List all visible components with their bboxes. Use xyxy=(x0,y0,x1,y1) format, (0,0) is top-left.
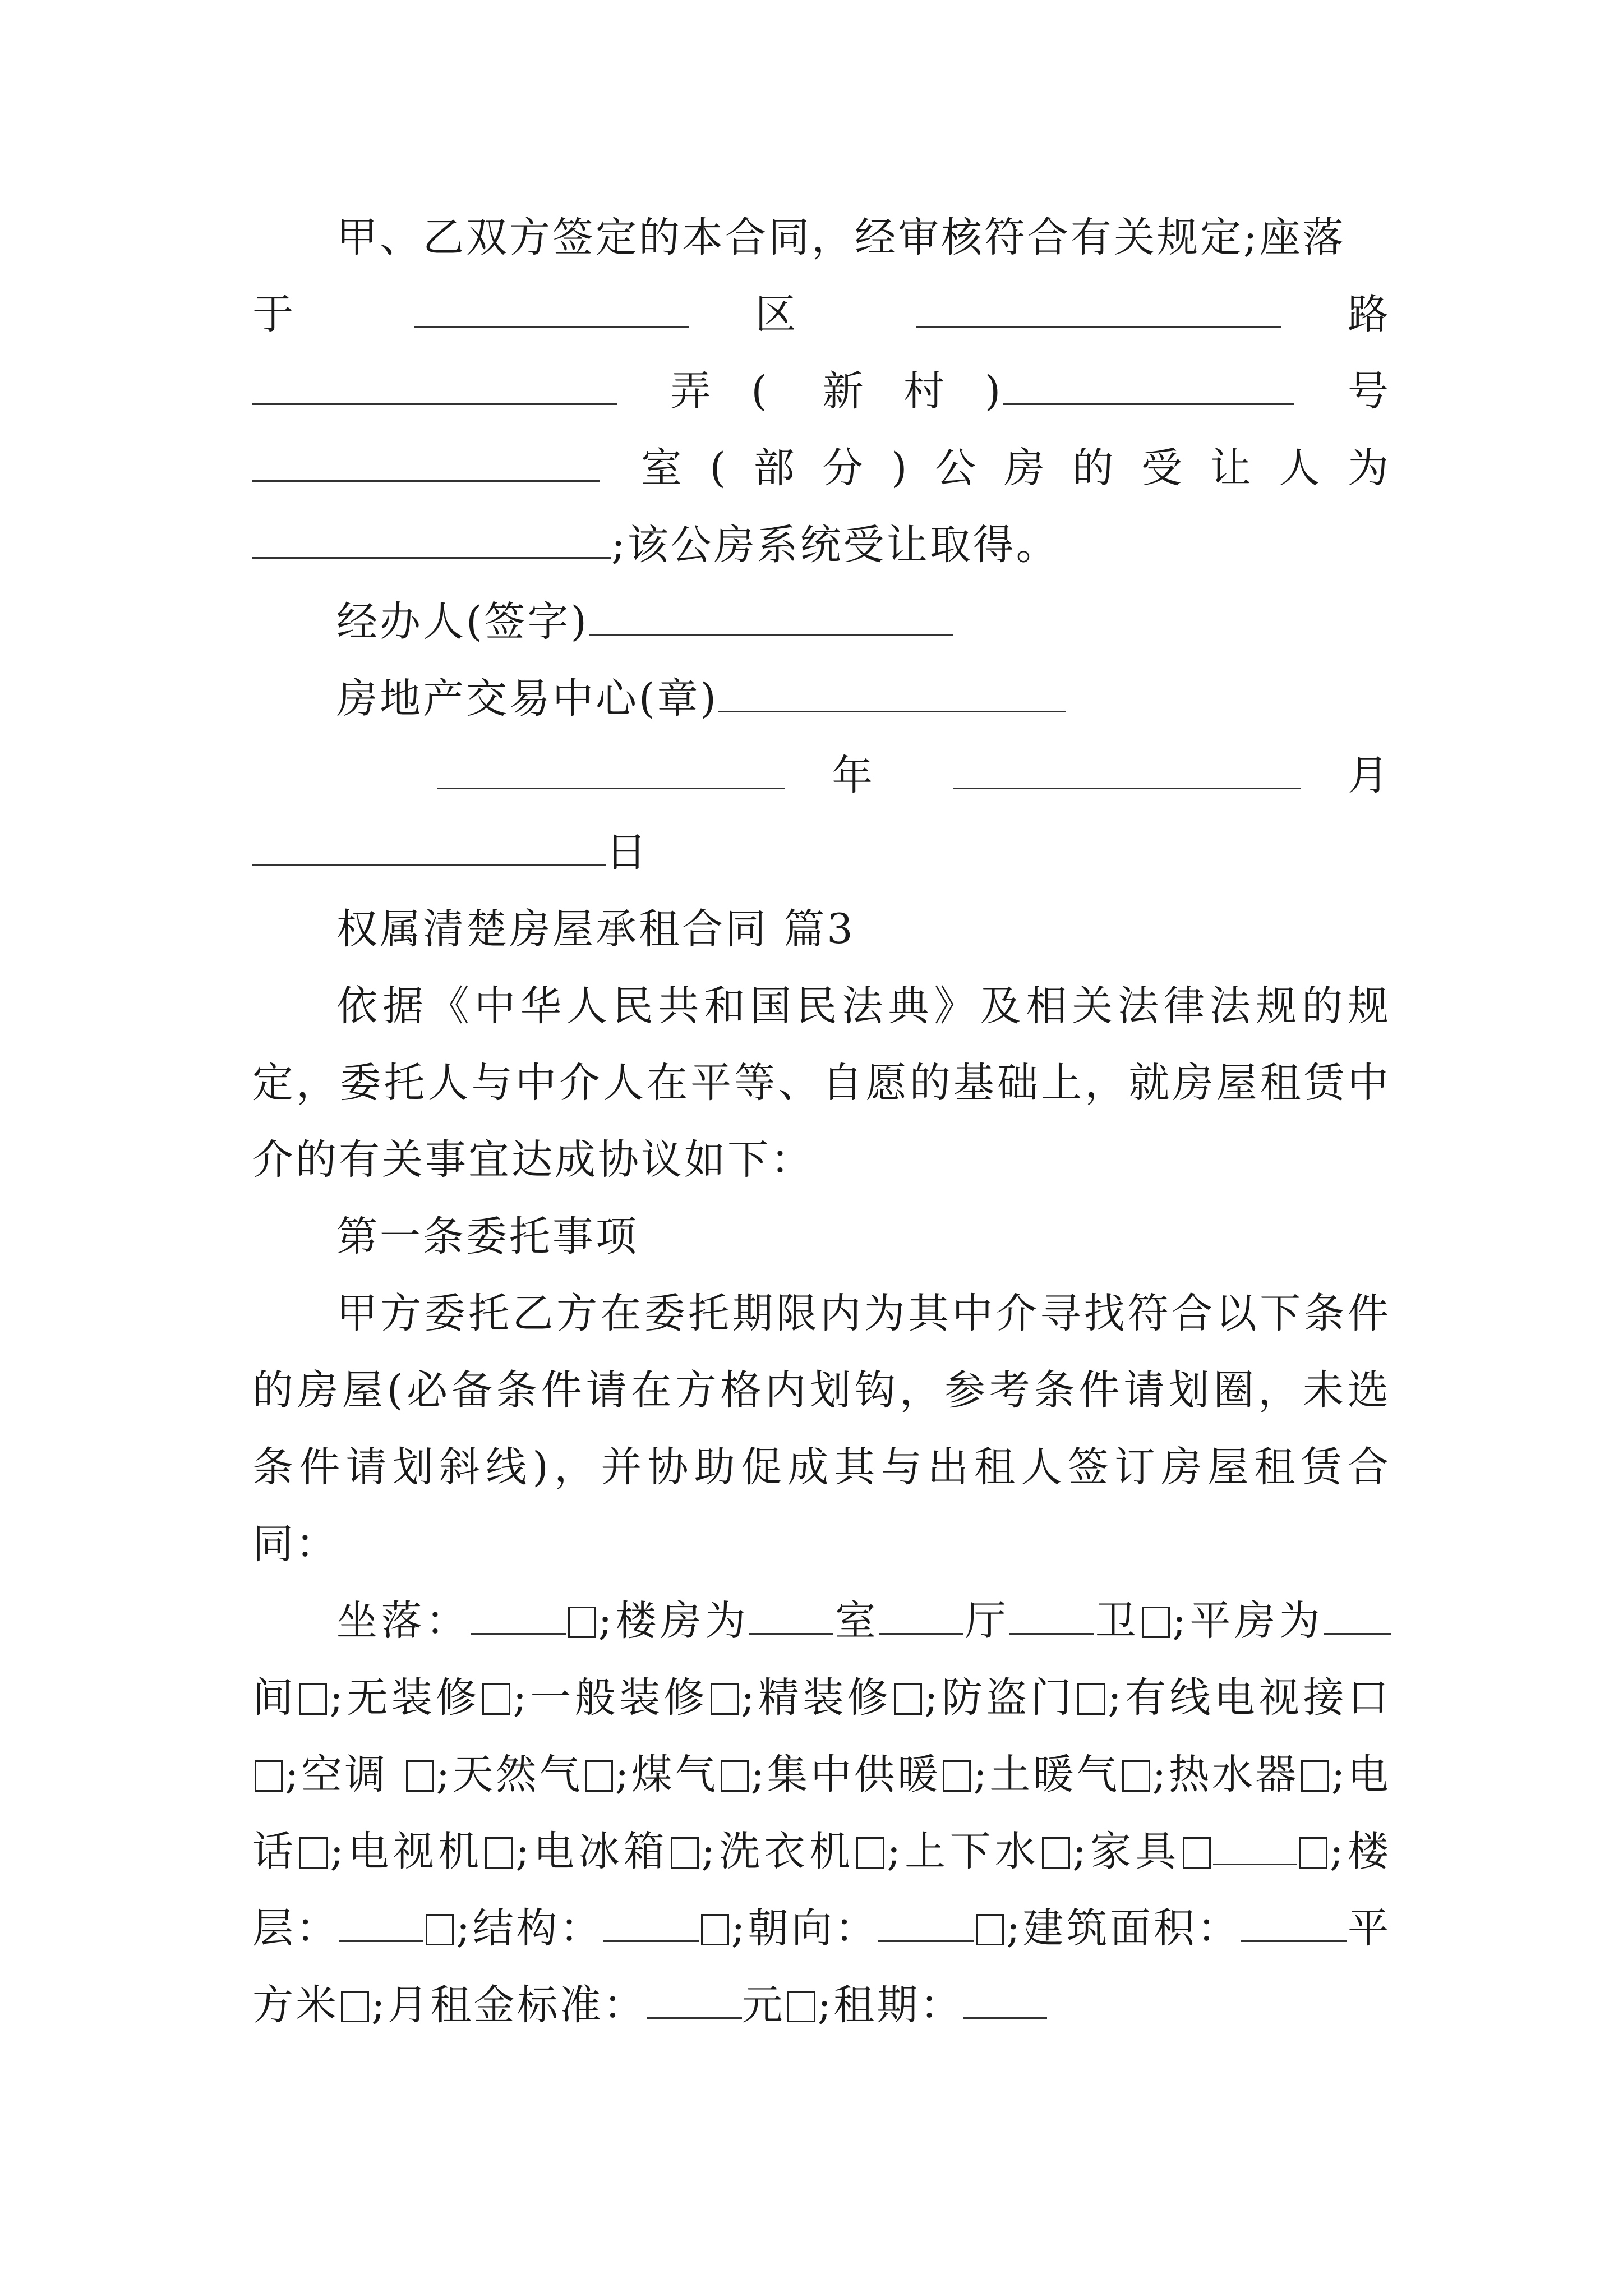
checkbox[interactable] xyxy=(721,1760,749,1792)
lane-blank[interactable] xyxy=(252,370,617,405)
checkbox[interactable] xyxy=(568,1607,596,1638)
checkbox[interactable] xyxy=(1142,1607,1170,1638)
number-blank[interactable] xyxy=(1003,370,1294,405)
checkbox[interactable] xyxy=(585,1760,613,1792)
transfer-paragraph-line3: 弄( 新村) 号 xyxy=(252,353,1391,430)
structure-blank[interactable] xyxy=(603,1907,699,1942)
transfer-paragraph-line1 xyxy=(252,199,1391,276)
month-blank[interactable] xyxy=(953,754,1301,789)
checkbox[interactable] xyxy=(299,1837,328,1869)
checkbox[interactable] xyxy=(1042,1837,1070,1869)
furniture-blank[interactable] xyxy=(1213,1830,1297,1865)
checkbox[interactable] xyxy=(856,1837,884,1869)
conditions-paragraph: 坐落： ;楼房为 室 厅 卫 ;平房为间 ;无装修 ;一般装修 ;精装修 ;防盗门 ;有线电视接口;空调 ;天然气 ;煤气 ;集中供暖 ;土暖气 ;热水器 ;电话 ;电视机 ;电冰箱 ;洗衣机 ;上下水 ;家具 ;楼层： ;结构： ;朝向： ;建筑面积： 平方米 ;月租金标准： 元 ;租期： xyxy=(252,1597,1391,2029)
article1-text: 甲方委托乙方在委托期限内为其中介寻找符合以下条件的房屋(必备条件请在方格内划钩，参考条件请划圈，未选条件请划斜线)，并协助促成其与出租人签订房屋租赁合同： xyxy=(252,1290,1391,1568)
room-blank[interactable] xyxy=(252,447,600,482)
floor-blank[interactable] xyxy=(339,1907,423,1942)
document-body xyxy=(252,199,1391,2044)
checkbox[interactable] xyxy=(1301,1760,1329,1792)
road-blank[interactable] xyxy=(916,293,1281,328)
article1-title: 第一条委托事项 xyxy=(336,1213,639,1260)
day-blank[interactable] xyxy=(252,831,606,866)
bath-count-blank[interactable] xyxy=(1009,1599,1094,1635)
checkbox[interactable] xyxy=(1299,1837,1327,1869)
year-blank[interactable] xyxy=(437,754,785,789)
orientation-blank[interactable] xyxy=(878,1907,974,1942)
checkbox[interactable] xyxy=(482,1683,510,1715)
checkbox[interactable] xyxy=(671,1837,699,1869)
checkbox[interactable] xyxy=(1122,1760,1150,1792)
rent-blank[interactable] xyxy=(647,1984,742,2019)
checkbox[interactable] xyxy=(1183,1837,1211,1869)
checkbox[interactable] xyxy=(426,1914,454,1945)
district-blank[interactable] xyxy=(414,293,689,328)
agent-signature-blank[interactable] xyxy=(589,600,953,636)
transfer-paragraph-line4: 室(部分)公房的受让人为 xyxy=(252,430,1391,507)
checkbox[interactable] xyxy=(485,1837,513,1869)
section-heading: 权属清楚房屋承租合同 篇3 xyxy=(336,905,855,953)
day-line: 日 xyxy=(252,814,1391,891)
checkbox[interactable] xyxy=(701,1914,729,1945)
intro-paragraph: 依据《中华人民共和国民法典》及相关法律法规的规定，委托人与中介人在平等、自愿的基础上，就房屋租赁中介的有关事宜达成协议如下： xyxy=(252,982,1391,1184)
checkbox[interactable] xyxy=(787,1991,815,2022)
center-seal-line: 房地产交易中心(章) xyxy=(252,660,1391,737)
checkbox[interactable] xyxy=(299,1683,327,1715)
checkbox[interactable] xyxy=(976,1914,1004,1945)
checkbox[interactable] xyxy=(341,1991,369,2022)
checkbox[interactable] xyxy=(894,1683,922,1715)
bungalow-count-blank[interactable] xyxy=(1324,1599,1391,1635)
location-blank[interactable] xyxy=(471,1599,566,1635)
term-blank[interactable] xyxy=(963,1984,1047,2019)
transfer-paragraph-line2: 于 区 路 xyxy=(252,291,1391,338)
area-blank[interactable] xyxy=(1241,1907,1347,1942)
room-count-blank[interactable] xyxy=(749,1599,833,1635)
transfer-paragraph-line5: ;该公房系统受让取得。 xyxy=(252,507,1391,583)
center-seal-blank[interactable] xyxy=(718,677,1066,712)
date-line: 年 月 xyxy=(252,737,1391,814)
checkbox[interactable] xyxy=(406,1760,434,1792)
transfer-intro: 甲、乙双方签定的本合同，经审核符合有关规定;座落 xyxy=(336,214,1346,261)
checkbox[interactable] xyxy=(255,1760,283,1792)
hall-count-blank[interactable] xyxy=(879,1599,963,1635)
transferee-blank[interactable] xyxy=(252,523,611,559)
agent-signature-line: 经办人(签字) xyxy=(252,583,1391,660)
checkbox[interactable] xyxy=(943,1760,971,1792)
checkbox[interactable] xyxy=(711,1683,739,1715)
checkbox[interactable] xyxy=(1077,1683,1105,1715)
